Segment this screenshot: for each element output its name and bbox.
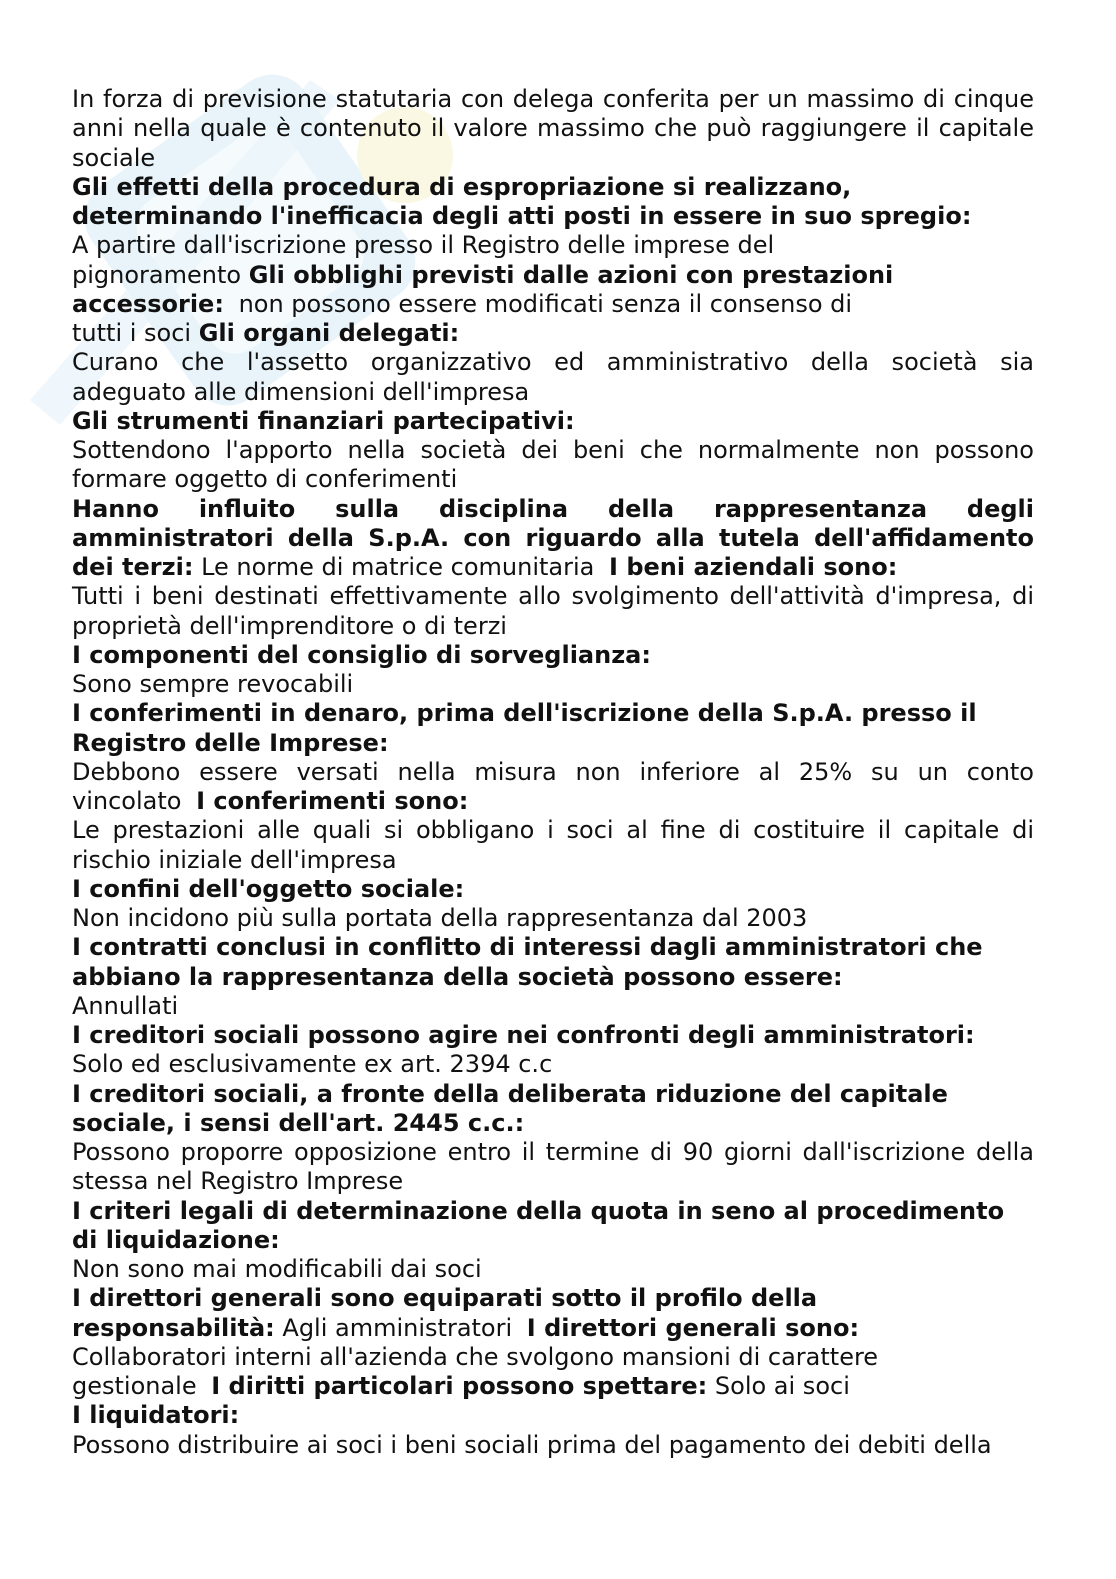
text-line <box>72 1255 1034 1284</box>
text-line <box>72 1021 1034 1050</box>
question-text: I liquidatori: <box>72 1401 240 1430</box>
question-text: I creditori sociali, a fronte della deliberata riduzione del capitale <box>72 1079 948 1108</box>
answer-text: Tutti i beni destinati effettivamente allo svolgimento dell'attività d'impresa, di <box>72 582 1034 611</box>
text-line <box>72 1431 1034 1460</box>
answer-text: Non incidono più sulla portata della rappresentanza dal 2003 <box>72 904 808 932</box>
answer-text: adeguato alle dimensioni dell'impresa <box>72 377 530 406</box>
text-line <box>72 1050 1034 1079</box>
answer-text: tutti i soci <box>72 319 192 347</box>
text-line <box>72 231 1034 260</box>
question-text: di liquidazione: <box>72 1225 280 1254</box>
text-line <box>72 1197 1034 1226</box>
text-line <box>72 407 1034 436</box>
text-line <box>72 114 1034 143</box>
text-line <box>72 1343 1034 1372</box>
answer-text: Solo ed esclusivamente ex art. 2394 c.c <box>72 1050 553 1079</box>
text-line <box>72 904 1034 933</box>
question-text: dei terzi: <box>72 553 194 581</box>
text-line <box>72 1401 1034 1430</box>
question-text: amministratori della S.p.A. con riguardo alla tutela dell'affidamento <box>72 523 1034 552</box>
text-line <box>72 729 1034 758</box>
text-line <box>72 290 1034 319</box>
text-line <box>72 465 1034 494</box>
answer-text: Debbono essere versati nella misura non inferiore al 25% su un conto <box>72 757 1034 786</box>
answer-text: rischio iniziale dell'impresa <box>72 845 397 874</box>
text-line <box>72 1080 1034 1109</box>
text-line <box>72 787 1034 816</box>
answer-text: Le prestazioni alle quali si obbligano i soci al fine di costituire il capitale di <box>72 816 1034 845</box>
question-text: I creditori sociali possono agire nei confronti degli amministratori: <box>72 1021 975 1049</box>
question-text: I componenti del consiglio di sorveglianza: <box>72 640 651 669</box>
text-line <box>72 846 1034 875</box>
text-line <box>72 1167 1034 1196</box>
question-text: I beni aziendali sono: <box>609 553 898 581</box>
answer-text: In forza di previsione statutaria con delega conferita per un massimo di cinque <box>72 85 1034 113</box>
question-text: I confini dell'oggetto sociale: <box>72 874 465 903</box>
text-line <box>72 495 1034 524</box>
text-line <box>72 1372 1034 1401</box>
question-text: I direttori generali sono: <box>526 1313 860 1342</box>
answer-text: Non sono mai modificabili dai soci <box>72 1255 482 1283</box>
text-line <box>72 144 1034 173</box>
text-line <box>72 875 1034 904</box>
text-line <box>72 1226 1034 1255</box>
text-line <box>72 553 1034 582</box>
answer-text: pignoramento <box>72 260 242 289</box>
question-text: sociale, i sensi dell'art. 2445 c.c.: <box>72 1108 525 1137</box>
answer-text: proprietà dell'imprenditore o di terzi <box>72 611 507 640</box>
question-text: Hanno influito sulla disciplina della rappresentanza degli <box>72 494 1034 523</box>
answer-text: formare oggetto di conferimenti <box>72 465 458 494</box>
text-line <box>72 436 1034 465</box>
answer-text: Annullati <box>72 991 179 1020</box>
text-line <box>72 1284 1034 1313</box>
text-line <box>72 202 1034 231</box>
text-line <box>72 1138 1034 1167</box>
question-text: Registro delle Imprese: <box>72 728 389 757</box>
question-text: determinando l'inefficacia degli atti posti in essere in suo spregio: <box>72 202 972 230</box>
question-text: I conferimenti in denaro, prima dell'iscrizione della S.p.A. presso il <box>72 699 977 728</box>
answer-text: sociale <box>72 143 156 172</box>
text-line <box>72 933 1034 962</box>
text-line <box>72 816 1034 845</box>
text-line <box>72 261 1034 290</box>
answer-text: gestionale <box>72 1372 197 1400</box>
answer-text: Curano che l'assetto organizzativo ed amministrativo della società sia <box>72 348 1034 377</box>
answer-text: anni nella quale è contenuto il valore massimo che può raggiungere il capitale <box>72 114 1034 143</box>
question-text: I direttori generali sono equiparati sotto il profilo della <box>72 1284 818 1313</box>
answer-text: Sono sempre revocabili <box>72 670 354 698</box>
question-text: Gli organi delegati: <box>198 319 460 347</box>
text-line <box>72 1109 1034 1138</box>
text-line <box>72 641 1034 670</box>
answer-text: Possono proporre opposizione entro il termine di 90 giorni dall'iscrizione della <box>72 1138 1034 1166</box>
answer-text: Solo ai soci <box>714 1372 850 1400</box>
question-text: accessorie: <box>72 289 224 318</box>
question-text: I conferimenti sono: <box>196 787 469 815</box>
question-text: I contratti conclusi in conflitto di interessi dagli amministratori che <box>72 933 983 962</box>
question-text: Gli strumenti finanziari partecipativi: <box>72 406 575 435</box>
answer-text: vincolato <box>72 787 182 815</box>
text-line <box>72 173 1034 202</box>
text-line <box>72 670 1034 699</box>
text-line <box>72 524 1034 553</box>
answer-text: Le norme di matrice comunitaria <box>201 553 595 581</box>
question-text: Gli obblighi previsti dalle azioni con prestazioni <box>248 260 894 289</box>
question-text: responsabilità: <box>72 1313 275 1342</box>
answer-text: A partire dall'iscrizione presso il Registro delle imprese del <box>72 231 775 260</box>
text-line <box>72 319 1034 348</box>
text-line <box>72 378 1034 407</box>
answer-text: Possono distribuire ai soci i beni sociali prima del pagamento dei debiti della <box>72 1430 992 1459</box>
question-text: I criteri legali di determinazione della quota in seno al procedimento <box>72 1196 1005 1225</box>
text-line <box>72 963 1034 992</box>
answer-text: Collaboratori interni all'azienda che svolgono mansioni di carattere <box>72 1342 879 1371</box>
answer-text: Sottendono l'apporto nella società dei beni che normalmente non possono <box>72 436 1034 464</box>
question-text: Gli effetti della procedura di espropriazione si realizzano, <box>72 172 852 201</box>
text-line <box>72 758 1034 787</box>
answer-text: stessa nel Registro Imprese <box>72 1167 404 1196</box>
text-line <box>72 582 1034 611</box>
text-line <box>72 992 1034 1021</box>
document-body <box>72 85 1034 1460</box>
text-line <box>72 612 1034 641</box>
text-line <box>72 699 1034 728</box>
text-line <box>72 348 1034 377</box>
question-text: abbiano la rappresentanza della società possono essere: <box>72 962 843 991</box>
answer-text: non possono essere modificati senza il consenso di <box>238 289 853 318</box>
text-line <box>72 85 1034 114</box>
question-text: I diritti particolari possono spettare: <box>211 1372 708 1400</box>
text-line <box>72 1314 1034 1343</box>
answer-text: Agli amministratori <box>282 1313 513 1342</box>
